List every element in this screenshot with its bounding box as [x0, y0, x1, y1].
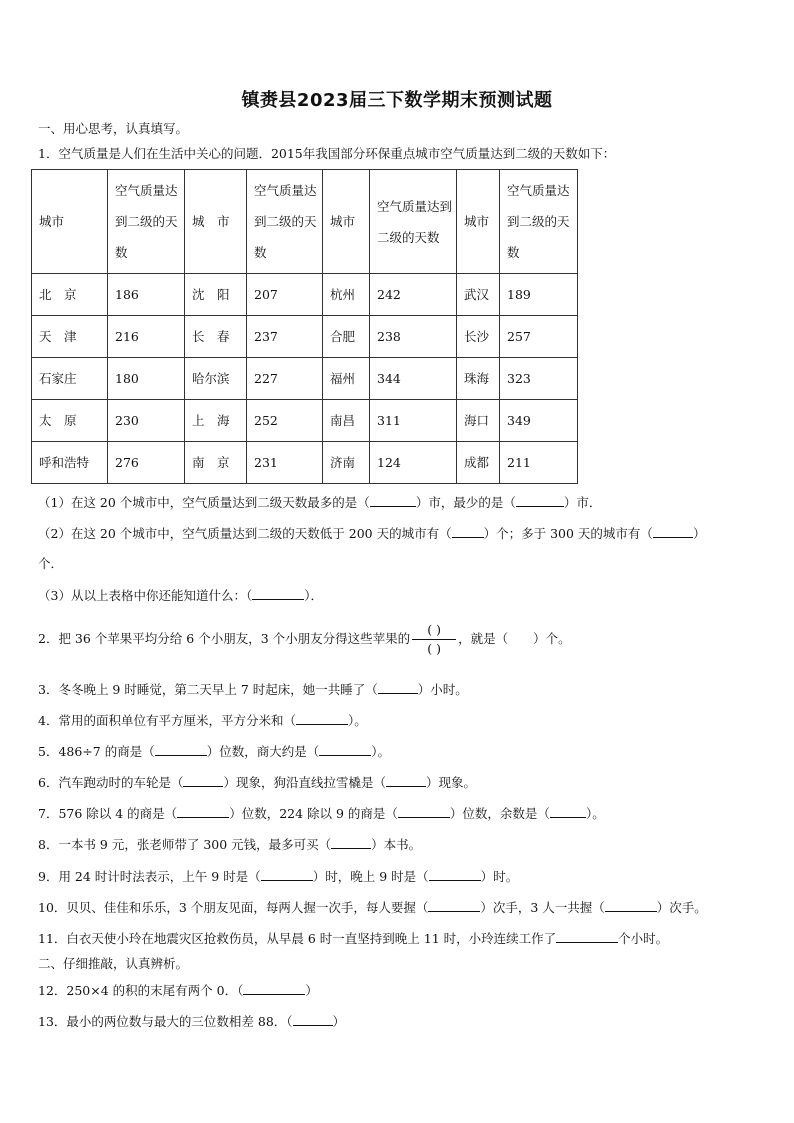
- answer-blank[interactable]: [155, 743, 207, 756]
- city-cell: 成都: [457, 442, 500, 484]
- table-row: [32, 400, 578, 442]
- days-cell: 230: [108, 400, 185, 442]
- question-10: 10．贝贝、佳佳和乐乐，3 个朋友见面，每两人握一次手，每人要握（ ）次手，3 人一共握（ ）次手。: [38, 900, 707, 915]
- table-row: [32, 358, 578, 400]
- answer-blank[interactable]: [556, 930, 618, 943]
- city-cell: 沈 阳: [185, 274, 247, 316]
- city-cell: 武汉: [457, 274, 500, 316]
- city-cell: 石家庄: [32, 358, 108, 400]
- answer-blank[interactable]: [429, 868, 481, 881]
- question-9: 9．用 24 时计时法表示，上午 9 时是（ ）时，晚上 9 时是（ ）时。: [38, 869, 519, 884]
- section-2-heading: 二、仔细推敲，认真辨析。: [38, 956, 189, 971]
- city-cell: 合肥: [323, 316, 370, 358]
- city-cell: 上 海: [185, 400, 247, 442]
- question-13: 13．最小的两位数与最大的三位数相差 88．（ ）: [38, 1014, 346, 1029]
- days-cell: 257: [500, 316, 578, 358]
- table-row: [32, 274, 578, 316]
- answer-blank[interactable]: [398, 805, 450, 818]
- days-cell: 207: [247, 274, 323, 316]
- table-header-row: [32, 170, 578, 274]
- city-cell: 福州: [323, 358, 370, 400]
- table-row: [32, 442, 578, 484]
- question-3: 3．冬冬晚上 9 时睡觉，第二天早上 7 时起床，她一共睡了（ ）小时。: [38, 682, 468, 697]
- city-cell: 南 京: [185, 442, 247, 484]
- answer-blank[interactable]: [252, 587, 304, 600]
- section-1-heading: 一、用心思考，认真填写。: [38, 121, 189, 136]
- question-7: 7．576 除以 4 的商是（ ）位数，224 除以 9 的商是（ ）位数，余数是（ ）。: [38, 806, 605, 821]
- answer-blank[interactable]: [550, 805, 586, 818]
- table-row: [32, 316, 578, 358]
- days-cell: 252: [247, 400, 323, 442]
- city-cell: 北 京: [32, 274, 108, 316]
- question-12: 12．250×4 的积的末尾有两个 0．（ ）: [38, 983, 318, 998]
- fraction-blank[interactable]: $\frac{( )}{( )}$: [412, 621, 456, 658]
- answer-blank[interactable]: [605, 899, 657, 912]
- days-cell: 238: [370, 316, 457, 358]
- header-cell: 空气质量达到二级的天数: [370, 170, 457, 274]
- answer-blank[interactable]: [261, 868, 313, 881]
- answer-blank[interactable]: [516, 494, 564, 507]
- days-cell: 323: [500, 358, 578, 400]
- question-1-2-continued: 个．: [38, 556, 64, 571]
- header-cell: 城市: [457, 170, 500, 274]
- header-cell: 空气质量达到二级的天数: [247, 170, 323, 274]
- days-cell: 211: [500, 442, 578, 484]
- city-cell: 呼和浩特: [32, 442, 108, 484]
- city-cell: 太 原: [32, 400, 108, 442]
- question-6: 6．汽车跑动时的车轮是（ ）现象，狗沿直线拉雪橇是（ ）现象。: [38, 775, 476, 790]
- question-8: 8．一本书 9 元，张老师带了 300 元钱，最多可买（ ）本书。: [38, 837, 422, 852]
- question-1-3: （3）从以上表格中你还能知道什么：（ ）．: [38, 588, 323, 603]
- answer-blank[interactable]: [370, 494, 416, 507]
- days-cell: 227: [247, 358, 323, 400]
- answer-blank[interactable]: [177, 805, 229, 818]
- page-title: 镇赉县2023届三下数学期末预测试题: [241, 90, 553, 111]
- question-4: 4．常用的面积单位有平方厘米，平方分米和（ ）。: [38, 713, 367, 728]
- days-cell: 186: [108, 274, 185, 316]
- days-cell: 216: [108, 316, 185, 358]
- answer-blank[interactable]: [378, 681, 418, 694]
- days-cell: 276: [108, 442, 185, 484]
- question-1-1: （1）在这 20 个城市中，空气质量达到二级天数最多的是（ ）市，最少的是（ ）市．: [38, 495, 602, 510]
- header-cell: 空气质量达到二级的天数: [500, 170, 578, 274]
- city-cell: 珠海: [457, 358, 500, 400]
- days-cell: 189: [500, 274, 578, 316]
- days-cell: 231: [247, 442, 323, 484]
- header-cell: 城市: [32, 170, 108, 274]
- days-cell: 124: [370, 442, 457, 484]
- answer-blank[interactable]: [653, 525, 693, 538]
- air-quality-table: [31, 169, 578, 484]
- answer-blank[interactable]: [331, 836, 371, 849]
- answer-blank[interactable]: [293, 1013, 333, 1026]
- question-1-2: （2）在这 20 个城市中，空气质量达到二级的天数低于 200 天的城市有（ ）个；多于 300 天的城市有（ ）: [38, 526, 706, 541]
- question-5: 5．486÷7 的商是（ ）位数，商大约是（ ）。: [38, 744, 390, 759]
- question-2: 2．把 36 个苹果平均分给 6 个小朋友，3 个小朋友分得这些苹果的 $\frac{( )}{( )}$ ，就是（ ）个。: [38, 622, 571, 656]
- answer-blank[interactable]: [183, 774, 223, 787]
- header-cell: 空气质量达到二级的天数: [108, 170, 185, 274]
- city-cell: 长 春: [185, 316, 247, 358]
- city-cell: 海口: [457, 400, 500, 442]
- city-cell: 长沙: [457, 316, 500, 358]
- answer-blank[interactable]: [428, 899, 480, 912]
- answer-blank[interactable]: [243, 982, 305, 995]
- city-cell: 哈尔滨: [185, 358, 247, 400]
- answer-blank[interactable]: [452, 525, 484, 538]
- answer-blank[interactable]: [319, 743, 371, 756]
- days-cell: 180: [108, 358, 185, 400]
- answer-blank[interactable]: [386, 774, 426, 787]
- days-cell: 344: [370, 358, 457, 400]
- days-cell: 242: [370, 274, 457, 316]
- days-cell: 311: [370, 400, 457, 442]
- city-cell: 南昌: [323, 400, 370, 442]
- city-cell: 济南: [323, 442, 370, 484]
- city-cell: 杭州: [323, 274, 370, 316]
- header-cell: 城市: [323, 170, 370, 274]
- question-11: 11．白衣天使小玲在地震灾区抢救伤员，从早晨 6 时一直坚持到晚上 11 时，小玲连续工作了 个小时。: [38, 931, 669, 946]
- header-cell: 城 市: [185, 170, 247, 274]
- days-cell: 349: [500, 400, 578, 442]
- days-cell: 237: [247, 316, 323, 358]
- city-cell: 天 津: [32, 316, 108, 358]
- question-1-intro: 1．空气质量是人们在生活中关心的问题．2015年我国部分环保重点城市空气质量达到二级的天数如下：: [38, 146, 616, 161]
- answer-blank[interactable]: [296, 712, 348, 725]
